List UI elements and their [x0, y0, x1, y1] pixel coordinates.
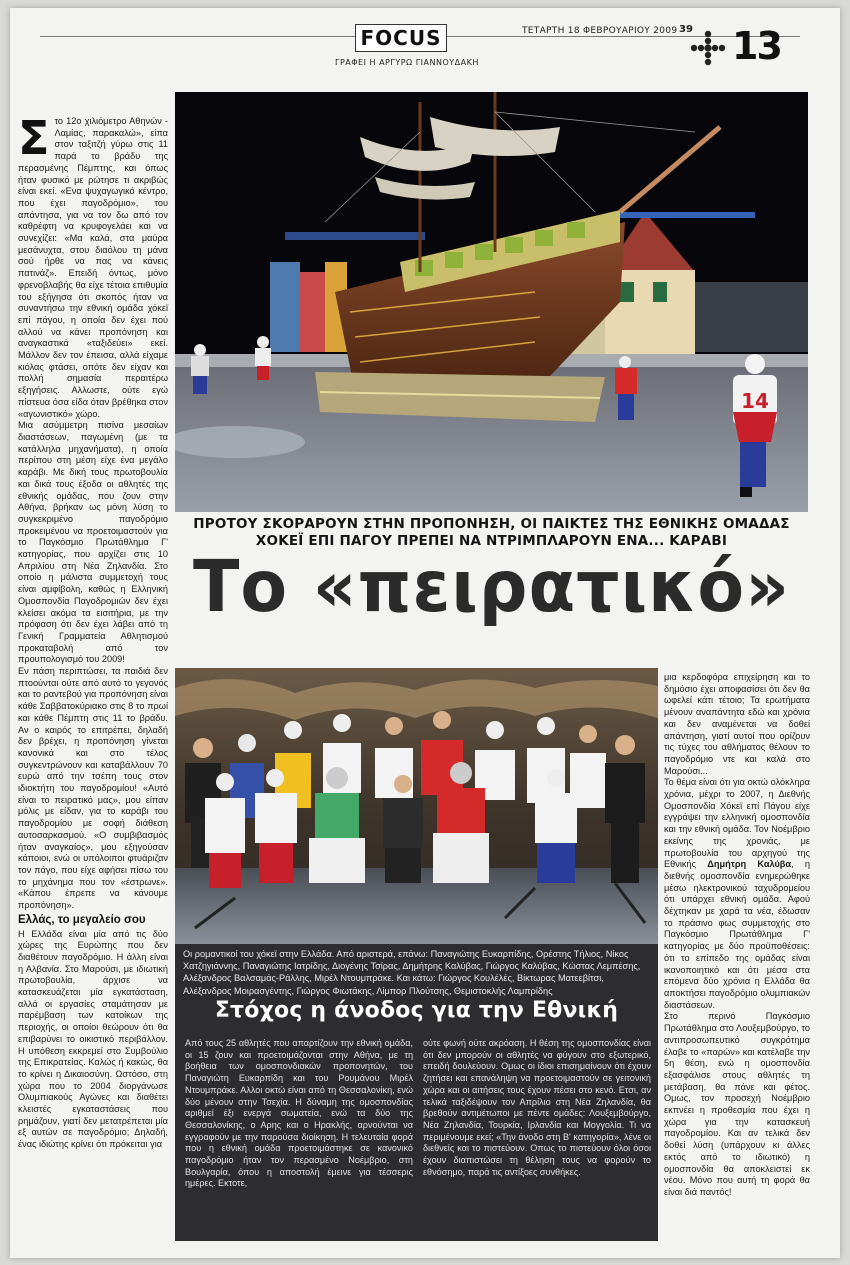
headline-kicker — [175, 516, 808, 550]
jersey-number: 14 — [741, 389, 769, 413]
left-article-column — [18, 111, 168, 1151]
article-paragraph: Εν πάση περιπτώσει, τα παιδιά δεν πτοούνται ούτε από αυτό το γεγονός και το ραντεβού για προπόνηση είναι κάθε Σαββατοκύριακο στις 8 το πρωί και κάθε Πέμπτη στις 11 το βράδυ. Αν ο καιρός το επιτρέπει, δηλαδή δεν βρέχει, η προπόνηση γίνεται κανονικά και στο τέλος συγκεντρώνουν και καταβάλλουν 70 ευρώ από την τσέπη τους στον ιδιοκτήτη του παγοδρομίου! «Αυτό είναι το πειρατικό μας», μου είπαν μόλις με είδαν, για το καράβι του παγοδρομίου με σοφή διάθεση αυτοσαρκασμού. «Ο συμβιβασμός ήταν αναγκαίος», μου εξηγούσαν κάποιοι, ενώ οι υπόλοιποι φτυάριζαν τον πάγο, που είχε αφήσει πίσω του το μηχάνημα που τον «έστρωνε». «Κάπου έπρεπε να κάνουμε προπόνηση». — [18, 666, 168, 911]
drop-cap: Σ — [18, 111, 50, 165]
byline: ΓΡΑΦΕΙ Η ΑΡΓΥΡΩ ΓΙΑΝΝΟΥΔΑΚΗ — [335, 58, 479, 67]
newspaper-page — [10, 8, 840, 1258]
kicker-line: ΧΟΚΕΪ ΕΠΙ ΠΑΓΟΥ ΠΡΕΠΕΙ ΝΑ ΝΤΡΙΜΠΛΑΡΟΥΝ ΕΝΑ... ΚΑΡΑΒΙ — [255, 533, 728, 549]
story-box — [175, 944, 658, 1241]
team-photo-illustration — [175, 668, 658, 944]
person-name: Δημήτρη Καλύβα — [707, 859, 792, 870]
story-column: Από τους 25 αθλητές που απαρτίζουν την εθνική ομάδα, οι 15 ζουν και προετοιμάζονται στην Αθήνα, με τη βοήθεια των ομοσπονδιακών προπονητών, του Παναγιώτη Ευκαρπίδη και του Ρουμάνου Μιρέλ Ντουμπράκε. Αλλοι οκτώ είναι από τη Θεσσαλονίκη, ενώ δύο μένουν στην Τσεχία. Η δύναμη της ομοσπονδίας αριθμεί έξι ενεργά σωματεία, ενώ τα δύο της Θεσσαλονίκης, ο Αρης και ο Ηρακλής, αρνούνται να εγγραφούν με την παρούσα διοίκηση. Η τελευταία φορά που η εθνική ομάδα προετοιμάστηκε σε κανονικό παγοδρόμιο ήταν τον περασμένο Νοέμβριο, στη Βουλγαρία, όπου η αποστολή έμεινε για τέσσερις ημέρες. Εκτοτε, — [185, 1038, 413, 1189]
kicker-line: ΠΡΟΤΟΥ ΣΚΟΡΑΡΟΥΝ ΣΤΗΝ ΠΡΟΠΟΝΗΣΗ, ΟΙ ΠΑΙΚΤΕΣ ΤΗΣ ΕΘΝΙΚΗΣ ΟΜΑΔΑΣ — [193, 516, 790, 532]
article-paragraph: Το θέμα είναι ότι για οκτώ ολόκληρα χρόνια, μέχρι το 2007, η Διεθνής Ομοσπονδία Χόκεϊ επί Πάγου είχε εγγράψει την ελληνική ομοσπονδία και την εθνική ομάδα. Τον Νοέμβριο εκείνης της χρονιάς, με πρωτοβουλία του αρχηγού της Εθνικής — [664, 777, 810, 870]
page-number: 39 — [679, 24, 693, 35]
supplement-logo — [688, 22, 798, 68]
article-paragraph: Μια ασύμμετρη πισίνα μεσαίων διαστάσεων, παγωμένη (με τα κατάλληλα μηχανήματα), η οποία περίπου στη μέση είχε ένα μεγάλο καράβι. Με δική τους πρωτοβουλία και δικά τους έξοδα οι αθλητές της εθνικής ομάδας, που ζουν στην Αθήνα, βρήκαν ως μόνη λύση το συγκεκριμένο παγοδρόμιο προκειμένου να προετοιμαστούν για το Παγκόσμιο Πρωτάθλημα Γ' κατηγορίας, που αρχίζει στις 10 Απριλίου στη Νέα Ζηλανδία. Στο οποίο η μάλιστα συμμετοχή τους είναι αμφίβολη, καθώς η Ελληνική Ομοσπονδία Παγοδρομιών δεν έχει κλείσει ακόμα τα εισιτήρια, με την πρόφαση ότι δεν έχει λάβει από τη Γενική Γραμματεία Αθλητισμού προκαταβολή από τον προυπολογισμό του 2009! — [18, 420, 168, 665]
photo-caption: Οι ρομαντικοί του χόκεϊ στην Ελλάδα. Από αριστερά, επάνω: Παναγιώτης Ευκαρπίδης, Ορέστης Τήλιος, Νίκος Χατζηγιάννης, Παναγιώτης Ιατρίδης, Διογένης Τσίρας, Δημήτρης Καλύβας, Γιώργος Καλύβας, Κώστας Λεμπέσης, Αλέξανδρος Βαλσαμάς-Ράλλης, Μιρέλ Ντουμπράκε. Και κάτω: Γιώργος Κουλέλές, Βίκτωρας Ματεεβίτσι, Αλέξανδρος Μοιρασγέντης, Γιώργος Φιωτάκης, Λίμπορ Πλούτσης, Θεμιστοκλής Λαμπρίδης — [183, 949, 641, 996]
article-paragraph: μια κερδοφόρα επιχείρηση και το δημόσιο έχει αποφασίσει ότι δεν θα ωφελεί κάτι τέτοιο; Τα ερωτήματα μένουν αναπάντητα εδώ και χρόνια και δεν αναμένεται να δοθεί απάντηση, γιατί αυτοί που ορίζουν τις τύχες του αθλήματος θέλουν το παγοδρόμιο ντε και καλά στο Μαρούσι... — [664, 672, 810, 776]
plus-logo-icon — [688, 28, 728, 68]
supplement-number: 13 — [732, 24, 781, 68]
story-column: ούτε φωνή ούτε ακρόαση. Η θέση της ομοσπονδίας είναι ότι δεν μπορούν οι αθλητές να φύγουν στο εξωτερικό, επειδή δουλεύουν. Ομως οι ίδιοι επισημαίνουν ότι έχουν ζητήσει και επανάληψη να προετοιμαστούν σε γειτονική χώρα και οι αιτήσεις τους έχουν πέσει στο κενό. Ετσι, αν τελικά ταξιδέψουν τον Απρίλιο στη Νέα Ζηλανδία, θα βρεθούν αντιμέτωποι με πέντε ομάδες: Λουξεμβούργο, Νέα Ζηλανδία, Τουρκία, Ιρλανδία και Μογγολία. Τι να περιμένουμε εκεί; «Την άνοδο στη Β' κατηγορία», λένε οι διεθνείς και το πιστεύουν. Οπως το πιστεύουν όλοι όσοι έχουν διαπιστώσει τη θέληση τους να φορούν το εθνόσημο, παρά τις αντίξοες συνθήκες. — [423, 1038, 651, 1177]
pirate-ship-rink-photo — [175, 92, 808, 512]
article-subhead: Ελλάς, το μεγαλείο σου — [18, 913, 146, 926]
main-headline: Το «πειρατικό» — [192, 546, 791, 629]
article-paragraph: , η διεθνής ομοσπονδία ενημερώθηκε μέσω ηλεκτρονικού ταχυδρομείου ότι υπάρχει εθνική ομάδα. Αφού δέχτηκαν με χαρά τα νέα, έδωσαν το πράσινο φως συμμετοχής στο Παγκόσμιο Πρωτάθλημα Γ' κατηγορίας με δύο προϋποθέσεις: ότι το επίπεδο της ομάδας είναι ικανοποιητικό και ότι μέσα στα επόμενα δύο χρόνια η Ελλάδα θα αποκτήσει παγοδρόμιο ολυμπιακών διαστάσεων. — [664, 859, 810, 1010]
team-photo — [175, 668, 658, 944]
section-title: FOCUS — [355, 24, 447, 52]
article-paragraph: το 12ο χιλιόμετρο Αθηνών - Λαμίας, παρακαλώ», είπα στον ταξιτζή γύρω στις 11 παρά το βράδυ της περασμένης Πέμπτης, και όπως ήταν φυσικό με ρώτησε τι ακριβώς είναι εκεί. «Ενα ψυχαγωγικό κέντρο, που έχει παγοδρόμιο», του απάντησα, για να τον δω από τον καθρέφτη να κρυφογελάει και να συνεχίζει: «Μα καλά, στα μαύρα μεσάνυχτα, στου διαόλου τη μάνα σού ήρθε να πας να κάνεις πατινάζ». Επειδή όντως, μόνο φρενοβλαβής θα είχε τέτοια επιθυμία του εξήγησα ότι σκοπός ήταν να συναντήσω την εθνική ομάδα χόκεϊ επί πάγου, η οποία δεν έχει πού αλλού να κάνει προπόνηση και αναγκαστικά «ταξιδεύει» εκεί. Μάλλον δεν τον έπεισα, αλλά είχαμε κιόλας φτάσει, οπότε δεν είχαν και πολλή σημασία περαιτέρω εξηγήσεις. Αλλωστε, ούτε εγώ πίστευα όσα είδα όταν βρέθηκα στον «αγωνιστικό» χώρο. — [18, 116, 168, 419]
issue-date: ΤΕΤΑΡΤΗ 18 ΦΕΒΡΟΥΑΡΙΟΥ 2009 — [522, 26, 678, 36]
article-paragraph: Η Ελλάδα είναι μία από τις δύο χώρες της Ευρώπης που δεν διαθέτουν παγοδρόμιο. Η άλλη είναι η Αλβανία. Στο Μαρούσι, με ιδιωτική πρωτοβουλία, άρχισε να κατασκευάζεται μία εγκατάσταση, αλλά οι εργασίες σταμάτησαν με παρέμβαση των κατοίκων της περιοχής, οι οποίοι θεώρουν ότι θα επιβαρύνει το οικιστικό περιβάλλον. Η υπόθεση εκκρεμεί στο Συμβούλιο της Επικρατείας. Καλώς ή κακώς, θα το κρίνει η Δικαιοσύνη. Ωστόσο, στη χώρα που το 2004 διοργάνωσε Ολυμπιακούς Αγώνες και διαθέτει κλειστές εγκαταστάσεις που ρημάζουν, γιατί δεν μετατρέπεται μία εξ αυτών σε παγοδρόμιο; Δηλαδή, ένας ιδιώτης κρίνει ότι πρόκειται για — [18, 928, 168, 1150]
story-columns — [185, 1038, 651, 1238]
right-article-column — [664, 672, 810, 1199]
rink-photo-illustration — [175, 92, 808, 512]
article-paragraph: Στο περινό Παγκόσμιο Πρωτάθλημα στο Λουξεμβούργο, το αντιπροσωπευτικό συγκρότημα έλαβε το «παρών» και κατέλαβε την 5η θέση, ενώ η ομοσπονδία εξασφάλισε στους αθλητές τη μετάβαση, θα πάνε και φέτος. Ομως, τον προσεχή Νοέμβριο εκπνέει η προθεσμία που έχει η χώρα για την κατασκευή παγοδρομίου. Και αν τελικά δεν δοθεί λύση (υπάρχουν κι άλλες εκτός από το ιδιωτικό) η ομοσπονδία θα αποκλειστεί εκ νέου. Μόνο που αυτή τη φορά θα είναι διά παντός! — [664, 1011, 810, 1197]
story-title: Στόχος η άνοδος για την Εθνική — [214, 998, 619, 1023]
